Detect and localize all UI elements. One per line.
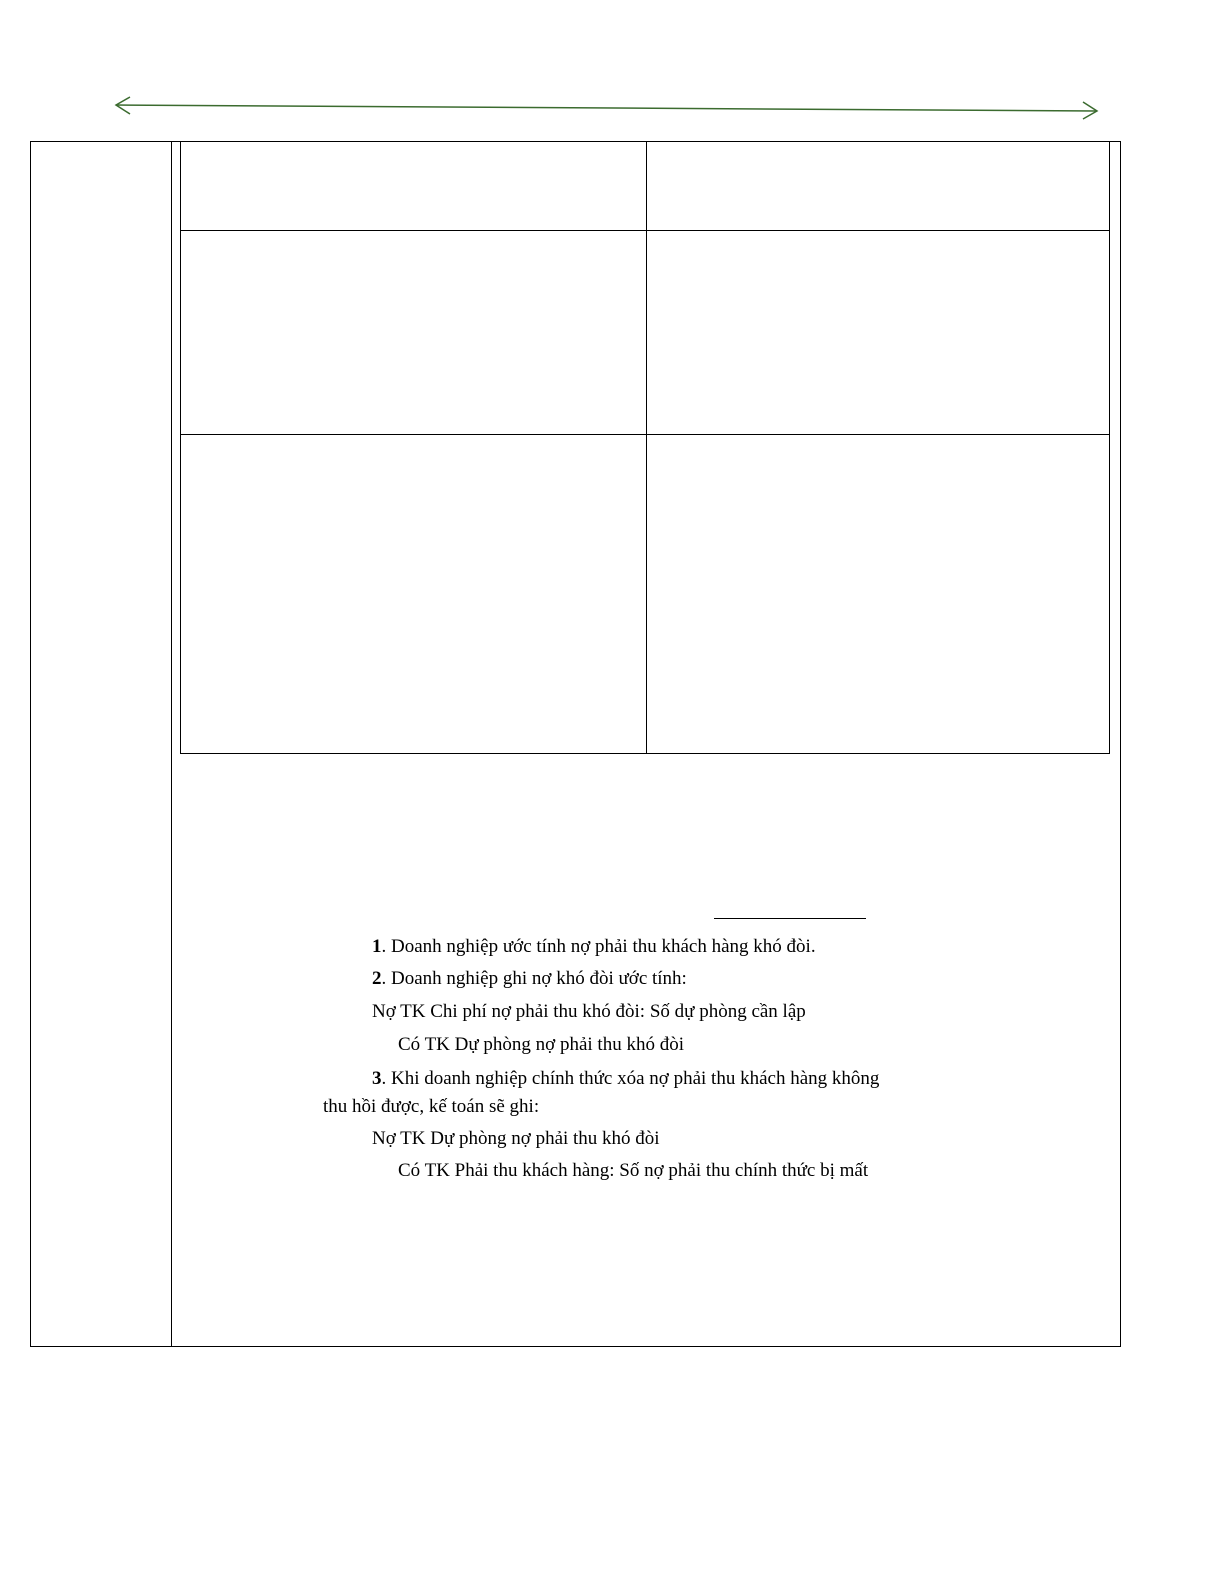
row-divider-2 bbox=[181, 434, 1109, 435]
double-arrow bbox=[0, 0, 1225, 130]
step-1-number: 1 bbox=[372, 936, 382, 957]
step-2 bbox=[372, 968, 687, 990]
step-2-credit: Có TK Dự phòng nợ phải thu khó đòi bbox=[398, 1034, 684, 1055]
inner-column-divider bbox=[646, 142, 647, 753]
step-3 bbox=[372, 1068, 879, 1090]
step-1-text: . Doanh nghiệp ước tính nợ phải thu khách hàng khó đòi. bbox=[381, 936, 816, 957]
step-3-credit: Có TK Phải thu khách hàng: Số nợ phải thu chính thức bị mất bbox=[398, 1160, 869, 1181]
step-2-number: 2 bbox=[372, 968, 382, 989]
step-3-debit: Nợ TK Dự phòng nợ phải thu khó đòi bbox=[372, 1128, 660, 1149]
short-rule bbox=[714, 918, 866, 919]
row-divider-1 bbox=[181, 230, 1109, 231]
step-3-text-line1: . Khi doanh nghiệp chính thức xóa nợ phải thu khách hàng không bbox=[381, 1068, 880, 1089]
outer-column-divider bbox=[171, 142, 172, 1346]
step-1 bbox=[372, 936, 816, 958]
step-2-text: . Doanh nghiệp ghi nợ khó đòi ước tính: bbox=[381, 968, 687, 989]
step-3-number: 3 bbox=[372, 1068, 382, 1089]
step-3-text-line2: thu hồi được, kế toán sẽ ghi: bbox=[323, 1096, 540, 1117]
inner-table bbox=[180, 141, 1110, 754]
step-2-debit: Nợ TK Chi phí nợ phải thu khó đòi: Số dự phòng cần lập bbox=[372, 1001, 806, 1022]
